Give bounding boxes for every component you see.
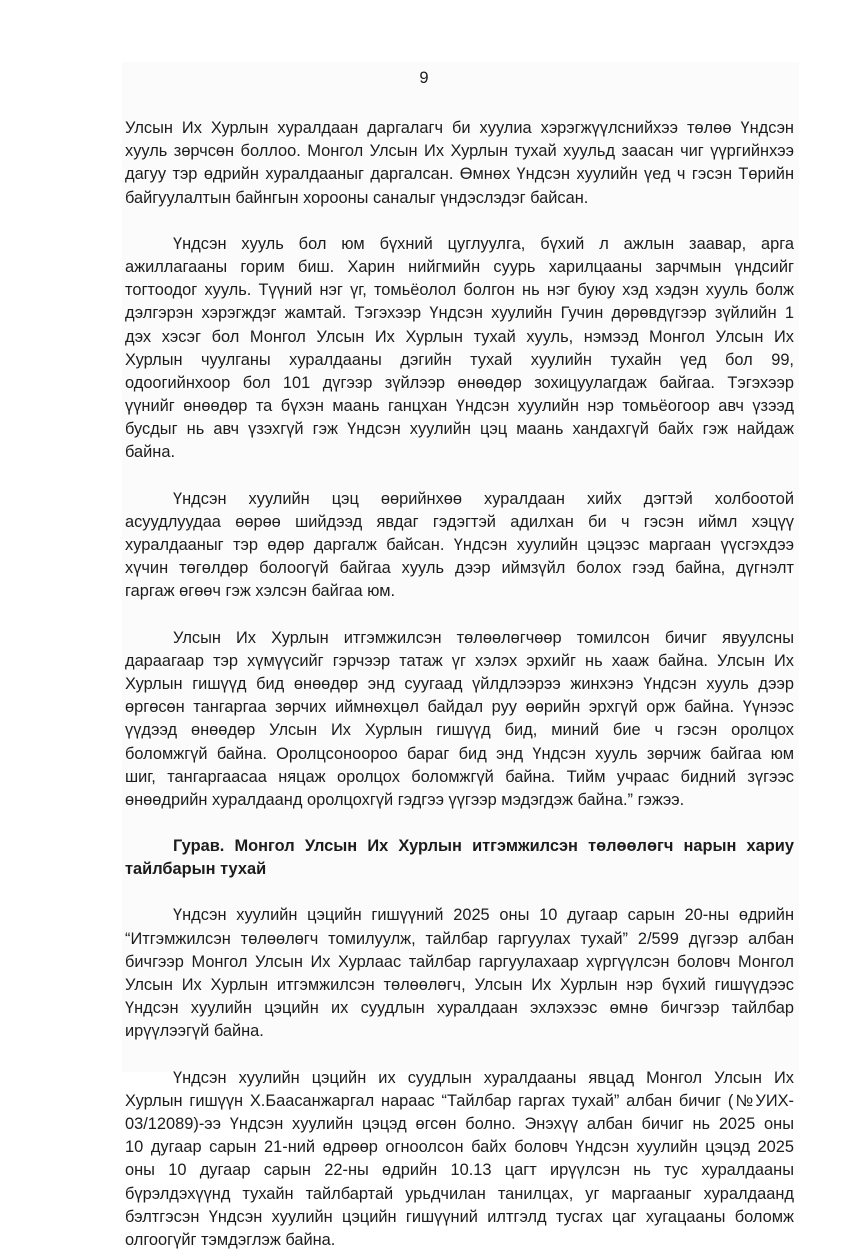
paragraph-2	[125, 233, 794, 465]
paragraph-6	[125, 1067, 794, 1252]
text-line: дараагаар тэр хүмүүсийг гэрчээр татаж үг хэлэх эрхийг нь хааж байна. Улсын Их	[125, 651, 794, 670]
paragraph-spacer	[125, 465, 794, 488]
text-line: “Итгэмжилсэн төлөөлөгч томилуулж, тайлбар гаргуулах тухай” 2/599 дүгээр албан	[125, 929, 794, 948]
text-line: гаргаж өгөөч гэж хэлсэн байгаа юм.	[125, 582, 396, 601]
text-line: дагуу тэр өдрийн хуралдааныг даргалсан. Өмнөх Үндсэн хуулийн үед ч гэсэн Төрийн	[125, 165, 794, 184]
text-line: 10 дугаар сарын 21-ний өдрөөр огноолсон байх боловч Үндсэн хуулийн цэцэд 2025	[125, 1138, 794, 1157]
text-line: бусдыг нь авч үзэхгүй гэж Үндсэн хуулийн цэц маань хандахгүй байх гэж найдаж	[125, 420, 794, 439]
heading-line: Гурав. Монгол Улсын Их Хурлын итгэмжилсэн төлөөлөгч нарын хариу	[173, 837, 794, 856]
text-line: дэлгэрэн хэрэгждэг жамтай. Тэгэхээр Үндсэн хуулийн Гучин дөрөвдүгээр зүйлийн 1	[125, 304, 794, 323]
text-line: оны 10 дугаар сарын 22-ны өдрийн 10.13 цагт ирүүлсэн нь тус хуралдааны	[125, 1161, 794, 1180]
paragraph-4	[125, 627, 794, 813]
text-line: ирүүлээгүй байна.	[125, 1022, 264, 1041]
text-line: одоогийнхоор бол 101 дүгээр зүйлээр өнөөдөр зохицуулагдаж байгаа. Тэгэхээр	[125, 373, 794, 392]
text-line: тогтоодог хууль. Түүний нэг үг, томьёолол болгон нь нэг буюу хэд хэдэн хууль болж	[125, 281, 794, 300]
text-line: ажиллагааны горим биш. Харин нийгмийн суурь харилцааны зарчмын үндсийг	[125, 257, 794, 276]
page-number: 9	[419, 69, 429, 87]
text-line: Хурлын гишүүн Х.Баасанжаргал нараас “Тайлбар гаргах тухай” албан бичиг (№УИХ-	[125, 1091, 794, 1110]
text-line: хуралдааныг тэр өдөр даргалж байсан. Үндсэн хуулийн цэцээс маргаан үүсгэхдээ	[125, 536, 794, 554]
text-line: Улсын Их Хурлын итгэмжилсэн төлөөлөгчөөр томилсон бичиг явуулсны	[173, 628, 794, 647]
text-line: Улсын Их Хурлын хуралдаан даргалагч би хуулиа хэрэгжүүлснийхээ төлөө Үндсэн	[125, 119, 794, 137]
text-line: Үндсэн хууль бол юм бүхний цуглуулга, бүхий л ажлын заавар, арга	[173, 234, 794, 253]
paragraph-spacer	[125, 812, 794, 835]
text-line: Хурлын чуулганы хуралдааны дэгийн тухай хуулийн тухайн үед бол 99,	[125, 350, 794, 369]
text-line: өнөөдрийн хуралдаанд оролцохгүй гэдгээ үүгээр мэдэгдэж байна.” гэжээ.	[125, 790, 685, 809]
text-line: олгоогүйг тэмдэглэж байна.	[125, 1230, 336, 1249]
text-line: 03/12089)-ээ Үндсэн хуулийн цэцэд өгсөн болно. Энэхүү албан бичиг нь 2025 оны	[125, 1114, 794, 1133]
text-line: Үндсэн хуулийн цэцийн их суудлын хуралдаан эхлэхээс өмнө бичгээр тайлбар	[125, 999, 794, 1018]
document-body	[125, 117, 794, 1252]
text-line: Үндсэн хуулийн цэц өөрийнхөө хуралдаан хийх дэгтэй холбоотой	[173, 489, 794, 508]
text-line: дэх хэсэг бол Монгол Улсын Их Хурлын тухай хууль, нэмээд Монгол Улсын Их	[125, 327, 794, 346]
text-line: хүчин төгөлдөр болоогүй байгаа хууль дээр иймзүйл болох гээд байна, дүгнэлт	[125, 559, 794, 578]
text-line: боломжгүй байна. Оролцсоноороо бараг бид энд Үндсэн хууль зөрчиж байгаа юм	[125, 744, 794, 763]
paragraph-spacer	[125, 604, 794, 627]
text-line: өргөсөн тангаргаа зөрчих иймнөхцөл байдал руу өөрийн эрхгүй орж байна. Үүнээс	[125, 698, 794, 717]
text-line: хууль зөрчсөн боллоо. Монгол Улсын Их Хурлын тухай хуульд заасан чиг үүргийнхээ	[125, 142, 794, 161]
text-line: Улсын Их Хурлын итгэмжилсэн төлөөлөгч, Улсын Их Хурлын нэр бүхий гишүүдээс	[125, 976, 794, 994]
paragraph-1	[125, 117, 794, 210]
text-line: Хурлын гишүүд бид өнөөдөр энд суугаад үйлдлээрээ жинхэнэ Үндсэн хууль дээр	[125, 674, 794, 693]
text-line: үүдээд өнөөдөр Улсын Их Хурлын гишүүд бид, миний бие ч гэсэн оролцох	[125, 721, 794, 740]
text-line: үүнийг өнөөдөр та бүхэн маань ганцхан Үндсэн хуулийн нэр томьёогоор авч үзээд	[125, 397, 794, 416]
text-line: асуудлуудаа өөрөө шийдээд явдаг гэдэгтэй адилхан би ч гэсэн иймл хэцүү	[125, 512, 794, 531]
text-line: байна.	[125, 443, 176, 462]
paragraph-3	[125, 488, 794, 604]
text-line: байгуулалтын байнгын хорооны саналыг үндэслэдэг байсан.	[125, 188, 589, 207]
paragraph-spacer	[125, 881, 794, 904]
section-heading	[125, 835, 794, 881]
text-line: Үндсэн хуулийн цэцийн гишүүний 2025 оны 10 дугаар сарын 20-ны өдрийн	[173, 906, 794, 925]
text-line: Үндсэн хуулийн цэцийн их суудлын хуралдааны явцад Монгол Улсын Их	[173, 1068, 794, 1087]
paragraph-spacer	[125, 1044, 794, 1067]
text-line: бичгээр Монгол Улсын Их Хурлаас тайлбар гаргуулахаар хүргүүлсэн боловч Монгол	[125, 952, 794, 971]
paragraph-spacer	[125, 210, 794, 233]
text-line: бэлтгэсэн Үндсэн хуулийн цэцийн гишүүний илтгэлд тусгах цаг хугацааны боломж	[125, 1207, 794, 1226]
text-line: бүрэлдэхүүнд тухайн тайлбартай урьдчилан танилцах, уг маргааныг хуралдаанд	[125, 1184, 794, 1203]
heading-line: тайлбарын тухай	[125, 860, 267, 879]
paragraph-5	[125, 904, 794, 1043]
text-line: шиг, тангаргаасаа няцаж оролцох боломжгүй байна. Тийм учраас бидний зүгээс	[125, 767, 794, 786]
